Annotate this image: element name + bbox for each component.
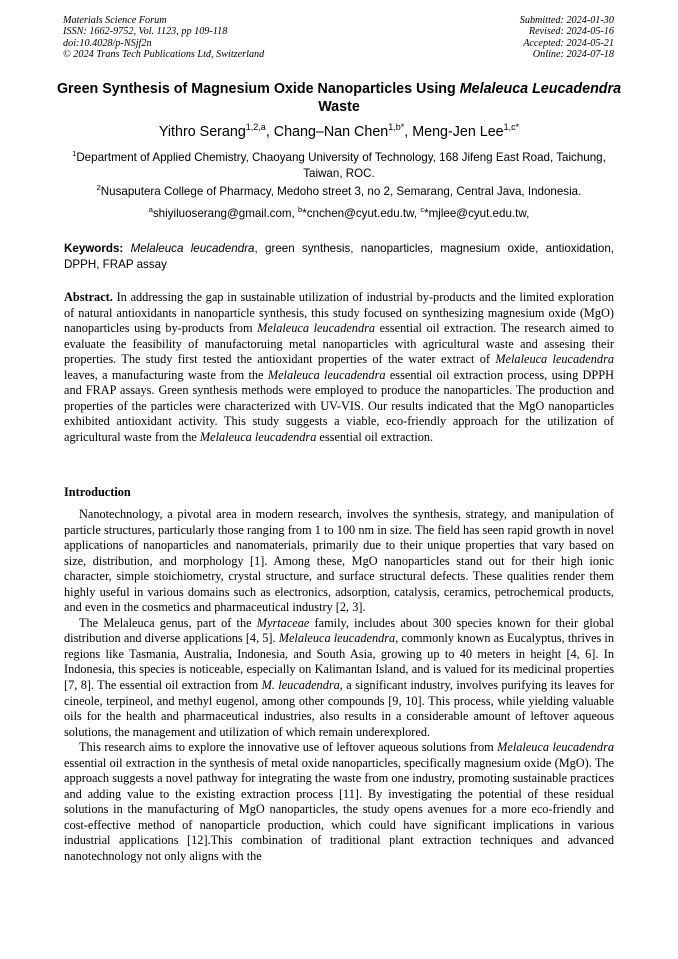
abstract-italic: Melaleuca leucadendra [257, 321, 376, 336]
author-sep: , [404, 124, 413, 140]
title-part1: Green Synthesis of Magnesium Oxide Nanoparticles Using [56, 81, 460, 97]
author-1: Yithro Serang [158, 124, 246, 140]
abstract-text: essential oil extraction. [316, 429, 434, 444]
affiliation-2 [60, 184, 618, 200]
revised-date: Revised: 2024-05-16 [528, 26, 614, 38]
author-3: Meng-Jen Lee [412, 124, 504, 140]
email-b-sup: b [298, 205, 303, 214]
paragraph-text: The Melaleuca genus, part of the [79, 615, 257, 630]
email-b[interactable]: *cnchen@cyut.edu.tw, [302, 207, 421, 220]
abstract [64, 290, 614, 445]
email-a-sup: a [148, 205, 153, 214]
journal-name: Materials Science Forum [63, 15, 167, 26]
submitted-date: Submitted: 2024-01-30 [519, 15, 614, 26]
keywords-list: , green synthesis, nanoparticles, magnesium oxide, antioxidation, DPPH, FRAP assay [64, 242, 614, 271]
email-c-sup: c [420, 205, 425, 214]
affiliation-1 [60, 150, 618, 181]
copyright: © 2024 Trans Tech Publications Ltd, Switzerland [63, 49, 265, 61]
publication-dates [520, 15, 614, 61]
paragraph-italic: Melaleuca leucadendra [497, 740, 614, 755]
abstract-text: essential oil extraction process, using DPPH and FRAP assays. Green synthesis methods were employed to produce the nanoparticles. The production and properties of the particles were characterized with UV-VIS. Our results indicated that the MgO nanoparticles exhibited antioxidant activity. This study suggests a viable, eco-friendly approach for the utilization of agricultural waste from the [64, 367, 614, 444]
online-date: Online: 2024-07-18 [532, 49, 614, 61]
abstract-label: Abstract. [64, 290, 113, 304]
author-2-sup: 1,b* [388, 122, 405, 132]
issn-volume: ISSN: 1662-9752, Vol. 1123, pp 109-118 [63, 26, 228, 38]
paragraph-italic: Myrtaceae [256, 615, 310, 630]
paragraph-text: , commonly known as Eucalyptus, thrives in regions like Tasmania, Australia, Indonesia, and South Asia, growing up to 40 meters in height [4, 6]. In Indonesia, this species is noticeable, especially on Kalimantan Island, and is valued for its medicinal properties [7, 8]. The essential oil extraction from [64, 631, 614, 693]
keywords-label: Keywords: [64, 242, 124, 255]
email-a[interactable]: shiyiluoserang@gmail.com, [152, 207, 299, 220]
journal-info [63, 15, 264, 61]
title-italic: Melaleuca Leucadendra [459, 81, 622, 97]
affiliation-2-text: Nusaputera College of Pharmacy, Medoho street 3, no 2, Semarang, Central Java, Indonesia. [100, 185, 582, 198]
paper-title [50, 80, 628, 116]
email-c[interactable]: *mjlee@cyut.edu.tw, [424, 207, 530, 220]
intro-paragraph-1: Nanotechnology, a pivotal area in modern research, involves the synthesis, strategy, and manipulation of particle structures, particularly those ranging from 1 to 100 nm in size. The field has seen rapid growth in novel applications of nanoparticles and nanomaterials, primarily due to their unique properties that vary based on size, distribution, and morphology [1]. Among these, MgO nanoparticles stand out for their high ionic character, simple stoichiometry, crystal structure, and surface structural defects. These qualities render them highly useful in various domains such as electronics, adsorption, catalysis, ceramics, petrochemical products, and even in the cosmetics and pharmaceutical industry [2, 3]. [64, 507, 614, 615]
introduction-heading: Introduction [64, 485, 131, 499]
introduction-body [64, 507, 614, 865]
paragraph-text: family, includes about 300 species known for their global distribution and diverse applications [4, 5]. [64, 615, 614, 646]
affiliation-2-sup: 2 [96, 183, 101, 192]
abstract-text: In addressing the gap in sustainable utilization of industrial by-products and the limited exploration of natural antioxidants in nanoparticle synthesis, this study focused on synthesizing magnesium oxide (MgO) nanoparticles using by-products from [64, 290, 614, 336]
paragraph-italic: M. leucadendra [261, 678, 340, 693]
abstract-italic: Melaleuca leucadendra [267, 367, 386, 382]
author-sep: , [265, 124, 274, 140]
abstract-italic: Melaleuca leucadendra [199, 429, 317, 444]
author-list [40, 123, 638, 141]
affiliation-1-sup: 1 [72, 149, 77, 158]
intro-paragraph-3 [64, 740, 614, 864]
abstract-text: leaves, a manufacturing waste from the [64, 367, 268, 382]
keywords [64, 241, 614, 272]
doi: doi:10.4028/p-NSjf2n [63, 37, 152, 49]
affiliation-1-text: Department of Applied Chemistry, Chaoyang University of Technology, 168 Jifeng East Road, Taichung, Taiwan, ROC. [76, 151, 606, 180]
abstract-italic: Melaleuca leucadendra [495, 352, 615, 367]
intro-paragraph-2 [64, 616, 614, 740]
author-1-sup: 1,2,a [245, 122, 266, 132]
paragraph-text: essential oil extraction in the synthesis of metal oxide nanoparticles, specifically magnesium oxide (MgO). The approach suggests a novel pathway for integrating the waste from one industry, promoting sustainable practices and adding value to the existing extraction process [11]. By investigating the potential of these residual solutions in the manufacturing of MgO nanoparticles, the study opens avenues for a more eco-friendly and cost-effective method of nanoparticle production, which could have significant implications in various industrial applications [12].This combination of traditional plant extraction techniques and advanced nanotechnology not only aligns with the [64, 755, 614, 864]
keyword-species: Melaleuca leucadendra [130, 242, 255, 255]
title-part2: Waste [318, 99, 360, 115]
author-emails [60, 206, 618, 222]
paragraph-text: This research aims to explore the innovative use of leftover aqueous solutions from [79, 740, 498, 755]
paragraph-text: , a significant industry, involves purifying its leaves for cineole, terpineol, and methyl eugenol, among other compounds [9, 10]. This process, while yielding valuable oils for the health and pharmaceutical industries, also results in a considerable amount of leftover aqueous solutions, the management and utilization of which remain underexplored. [64, 678, 614, 739]
accepted-date: Accepted: 2024-05-21 [523, 37, 614, 49]
paragraph-italic: Melaleuca leucadendra [278, 631, 396, 646]
author-3-sup: 1,c* [503, 122, 520, 132]
author-2: Chang–Nan Chen [273, 124, 389, 140]
abstract-text: essential oil extraction. The research aimed to evaluate the feasibility of manufactoruing metal nanoparticles with agricultural waste and assesing their properties. The study first tested the antioxidant properties of the water extract of [64, 321, 615, 367]
